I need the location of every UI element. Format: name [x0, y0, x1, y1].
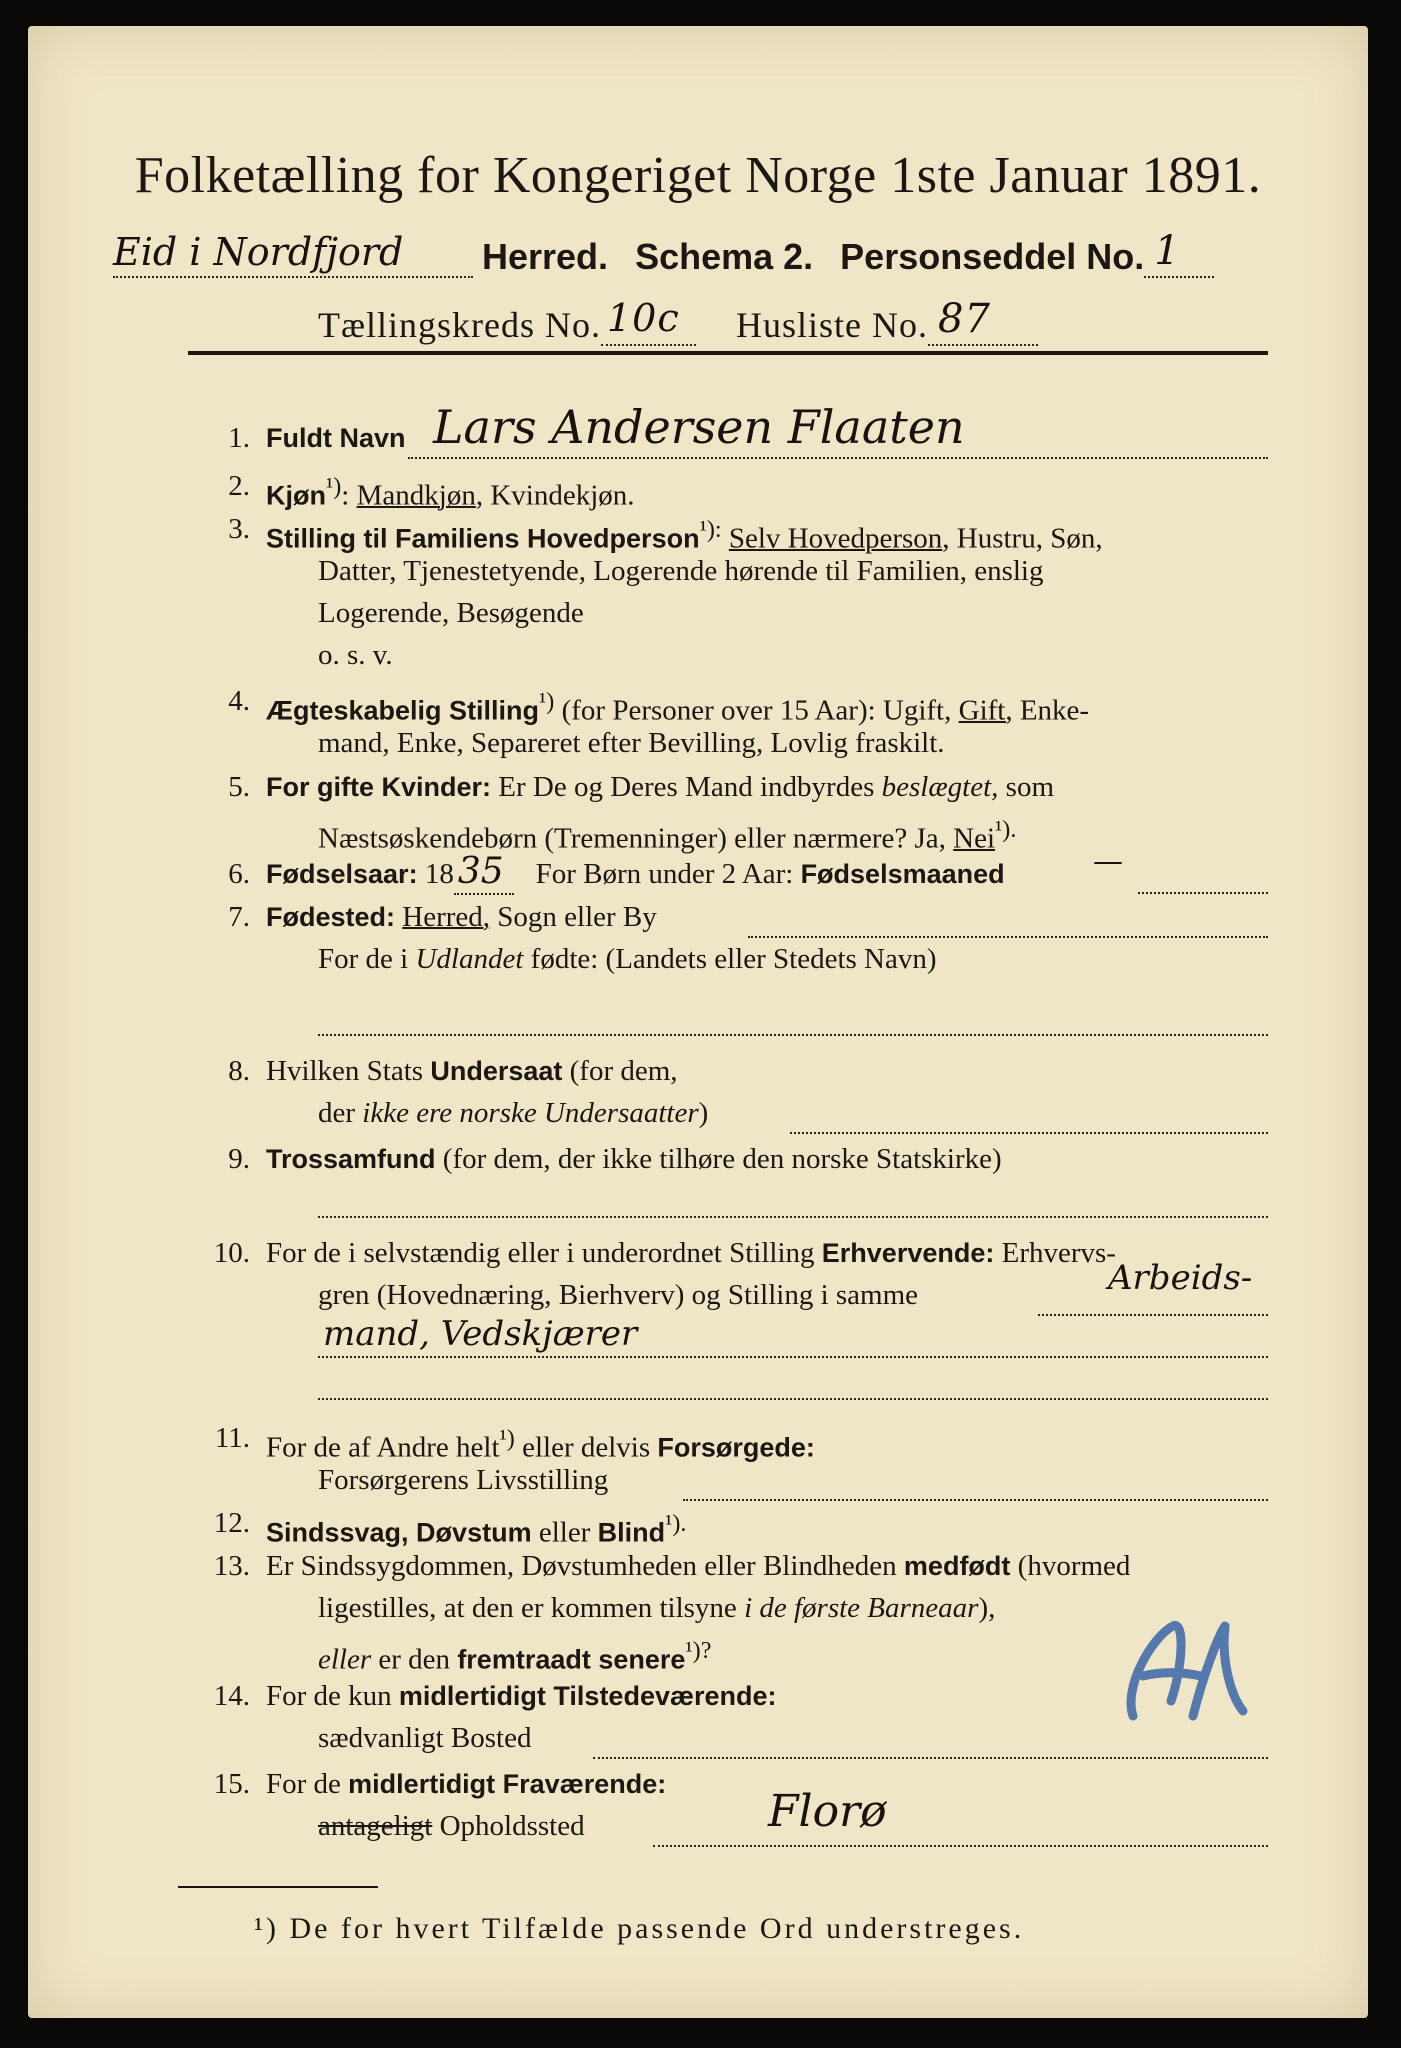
q11-sup: ¹): [499, 1425, 515, 1452]
q6-month-value: —: [1093, 844, 1123, 879]
q5-text-end: som: [1005, 771, 1054, 803]
q15-label: midlertidigt Fraværende:: [348, 1769, 667, 1799]
q10-line2: gren (Hovednæring, Bierhverv) og Stilling i samme: [318, 1279, 919, 1311]
header-rule: [188, 351, 1268, 355]
q12-text: eller: [538, 1516, 591, 1549]
q5-line2: Næstsøskendebørn (Tremenninger) eller nærmere? Ja,: [318, 822, 946, 855]
q3-sup: ¹):: [699, 516, 722, 543]
footnote: ¹) De for hvert Tilfælde passende Ord understreges.: [254, 1912, 1025, 1945]
q12-label: Sindssvag, Døvstum: [266, 1517, 532, 1548]
q7-line2b: fødte: (Landets eller Stedets Navn): [530, 943, 937, 975]
q5-sup: ¹).: [995, 816, 1017, 843]
q5-label: For gifte Kvinder:: [266, 772, 492, 802]
q3-line3: Logerende, Besøgende: [318, 597, 584, 629]
q13-label2: fremtraadt senere: [457, 1644, 686, 1675]
q4-line2: mand, Enke, Separeret efter Bevilling, Lovlig fraskilt.: [318, 727, 945, 759]
form-title: Folketælling for Kongeriget Norge 1ste Januar 1891.: [134, 147, 1262, 204]
q11-line: [683, 1499, 1268, 1501]
q15-number: 15.: [213, 1768, 250, 1800]
q11-number: 11.: [214, 1422, 250, 1454]
q14-label: midlertidigt Tilstedeværende:: [398, 1681, 777, 1711]
q14-number: 14.: [213, 1680, 250, 1712]
q10-value2: mand, Vedskjærer: [323, 1314, 638, 1354]
q15-strike: antageligt: [318, 1810, 433, 1842]
census-form: Folketælling for Kongeriget Norge 1ste Januar 1891. Eid i Nordfjord Herred. Schema 2. Personseddel No. 1 Tællingskreds No. 10c Husliste No. 87 1. Fuldt Navn Lars Andersen Flaaten 2. Kjøn$^{^1)}$: Mandkjøn, Kvindekjøn. 3. Stilling til Familiens Hovedperson$^{^1):}$ Selv Hovedperson, Hustru, Søn, Datter, Tjenestetyende, Logerende hørende til Familien, enslig Logerende, Besøgende o. s. v. 4. Ægteskabelig Stilling$^{^1)}$ (for Personer over 15 Aar): Ugift, Gift, Enke- mand, Enke, Separeret efter Bevilling, Lovlig fraskilt. 5. For gifte Kvinder: Er De og Deres Mand indbyrdes beslægtet, som Næstsøskendebørn (Tremenninger) eller nærmere? Ja, Nei$^{^1).}$ 6. Fødselsaar: 18 35 For Børn under 2 Aar: Fødselsmaaned — 7. Fødested: Herred, Sogn eller By For de i Udlandet fødte: (Landets eller Stedets Navn) 8. Hvilken Stats Undersaat (for dem, der ikke ere norske Undersaatter) 9. Trossamfund (for dem, der ikke tilhøre den norske Statskirke) 10. For de i selvstændig eller i underordnet Stilling Erhvervende: Erhvervs- gren (Hovednæring, Bierhverv) og Stilling i samme Arbeids- mand, Vedskjærer 11. For de af Andre helt$^{^1)}$ eller delvis Forsørgede: Forsørgerens Livsstilling 12. Sindssvag, Døvstum eller Blind$^{^1).}$ 13. Er Sindssygdommen, Døvstumheden eller Blindheden medfødt (hvormed ligestilles, at den er kommen tilsyne i de første Barneaar), eller er den fremtraadt senere$^{^1)?}$ 14. For de kun midlertidigt Tilstedeværende: sædvanligt Bosted 15. For de midlertidigt Fraværende: antageligt Opholdssted Florø ¹) De for hvert Tilfælde passende Ord understreges.: [28, 26, 1368, 2018]
q8-line2-italic: ikke ere norske Undersaatter: [362, 1097, 699, 1129]
q3-line4: o. s. v.: [318, 639, 393, 671]
q4-label: Ægteskabelig Stilling: [266, 695, 540, 726]
q7-line: [748, 936, 1268, 938]
q6-text: For Børn under 2 Aar:: [535, 858, 794, 890]
q15-line2: Opholdssted: [439, 1810, 585, 1842]
q1-value: Lars Andersen Flaaten: [433, 400, 965, 454]
q9-text: (for dem, der ikke tilhøre den norske Statskirke): [442, 1143, 1002, 1175]
q14-line: [593, 1757, 1268, 1759]
q11-label: Forsørgede:: [657, 1432, 815, 1463]
q10-value1: Arbeids-: [1108, 1258, 1253, 1298]
herred-row: [113, 228, 1273, 278]
personseddel-label: Personseddel No.: [840, 236, 1145, 277]
q10-number: 10.: [213, 1237, 250, 1269]
herred-label: Herred.: [482, 236, 609, 277]
q4-sup: ¹): [539, 688, 555, 715]
kreds-row: [318, 296, 1038, 346]
personseddel-value: 1: [1154, 228, 1180, 274]
q5-text-italic: beslægtet,: [881, 771, 999, 803]
q6-year-field: [454, 851, 514, 895]
q6-number: 6.: [228, 858, 250, 890]
q3-line2: Datter, Tjenestetyende, Logerende hørende til Familien, enslig: [318, 555, 1044, 587]
q4-text: (for Personer over 15 Aar): Ugift,: [561, 694, 952, 727]
q8-number: 8.: [228, 1055, 250, 1087]
personseddel-field: [1144, 228, 1214, 278]
q6-prefix: 18: [424, 858, 454, 890]
q8-label: Undersaat: [430, 1056, 563, 1086]
q8-line: [790, 1132, 1268, 1134]
q7-line2-italic: Udlandet: [415, 943, 524, 975]
q7-number: 7.: [228, 901, 250, 933]
q9-line: [318, 1216, 1268, 1218]
q5-number: 5.: [228, 771, 250, 803]
q13-line3a: er den: [378, 1643, 451, 1676]
q6-label: Fødselsaar:: [266, 859, 418, 889]
herred-value: Eid i Nordfjord: [113, 230, 404, 274]
q6-label2: Fødselsmaaned: [800, 859, 1005, 889]
q2-label: Kjøn: [266, 480, 326, 511]
q10-line2: [318, 1356, 1268, 1358]
q4-text2: Enke-: [1019, 694, 1090, 727]
q5-text: Er De og Deres Mand indbyrdes: [498, 771, 875, 803]
q13-number: 13.: [213, 1550, 250, 1582]
q1-number: 1.: [228, 422, 250, 454]
q15-line: [653, 1845, 1268, 1847]
q11-text2: eller delvis: [522, 1431, 651, 1464]
q7-text: Sogn eller By: [497, 901, 657, 933]
kreds-field: [601, 296, 696, 346]
q14-line2: sædvanligt Bosted: [318, 1722, 532, 1754]
q8-text2: (for dem,: [569, 1055, 678, 1087]
q7-line2: [318, 1034, 1268, 1036]
q7-label: Fødested:: [266, 902, 396, 932]
herred-field: [113, 230, 473, 278]
q13-label: medfødt: [903, 1551, 1011, 1581]
q9-label: Trossamfund: [266, 1144, 436, 1174]
q2-number: 2.: [228, 470, 250, 502]
q11-text: For de af Andre helt: [266, 1431, 500, 1464]
initials-mark: [1113, 1606, 1263, 1736]
q15-text: For de: [266, 1768, 341, 1800]
husliste-field: [928, 296, 1038, 346]
kreds-label: Tællingskreds No.: [318, 305, 601, 345]
q15-value: Florø: [768, 1786, 887, 1837]
schema-label: Schema 2.: [635, 236, 814, 277]
q6-month-line: [1138, 892, 1268, 894]
q12-number: 12.: [213, 1507, 250, 1539]
q10-text: For de i selvstændig eller i underordnet Stilling: [266, 1237, 815, 1269]
husliste-value: 87: [938, 296, 991, 342]
husliste-label: Husliste No.: [736, 305, 928, 345]
q10-line1: [1038, 1314, 1268, 1316]
q13-line2b: ),: [978, 1592, 996, 1624]
q14-text: For de kun: [266, 1680, 392, 1712]
q4-selected: Gift,: [958, 694, 1013, 727]
q6-year-value: 35: [457, 851, 504, 892]
q2-option-kvindekjon: Kvindekjøn.: [490, 479, 635, 512]
q13-sup: ¹)?: [685, 1637, 712, 1664]
q7-selected: Herred,: [402, 901, 491, 933]
q1-line: [408, 457, 1268, 459]
q13-line3-italic: eller: [318, 1643, 372, 1676]
kreds-value: 10c: [607, 296, 680, 340]
q8-line2a: der: [318, 1097, 356, 1129]
q10-label: Erhvervende:: [821, 1238, 995, 1268]
footnote-rule: [178, 1886, 378, 1888]
q13-text: Er Sindssygdommen, Døvstumheden eller Blindheden: [266, 1550, 897, 1582]
q12-label2: Blind: [597, 1517, 666, 1548]
q3-label: Stilling til Familiens Hovedperson: [266, 523, 700, 554]
q5-selected: Nei: [953, 822, 996, 855]
q8-text: Hvilken Stats: [266, 1055, 424, 1087]
q10-text2: Erhvervs-: [1001, 1237, 1116, 1269]
q2-sup: ¹): [326, 473, 342, 500]
q3-selected: Selv Hovedperson: [728, 522, 943, 555]
q11-line2: Forsørgerens Livsstilling: [318, 1464, 609, 1496]
q3-rest: , Hustru, Søn,: [942, 522, 1103, 555]
q4-number: 4.: [228, 685, 250, 717]
q3-number: 3.: [228, 513, 250, 545]
q7-line2a: For de i: [318, 943, 409, 975]
q13-line2-italic: i de første Barneaar: [744, 1592, 979, 1624]
q13-line2a: ligestilles, at den er kommen tilsyne: [318, 1592, 737, 1624]
q1-label: Fuldt Navn: [266, 423, 406, 453]
q9-number: 9.: [228, 1143, 250, 1175]
q12-sup: ¹).: [665, 1510, 687, 1537]
q13-text2: (hvormed: [1017, 1550, 1131, 1582]
q10-line3: [318, 1398, 1268, 1400]
q2-option-mandkjon: Mandkjøn: [356, 479, 476, 512]
